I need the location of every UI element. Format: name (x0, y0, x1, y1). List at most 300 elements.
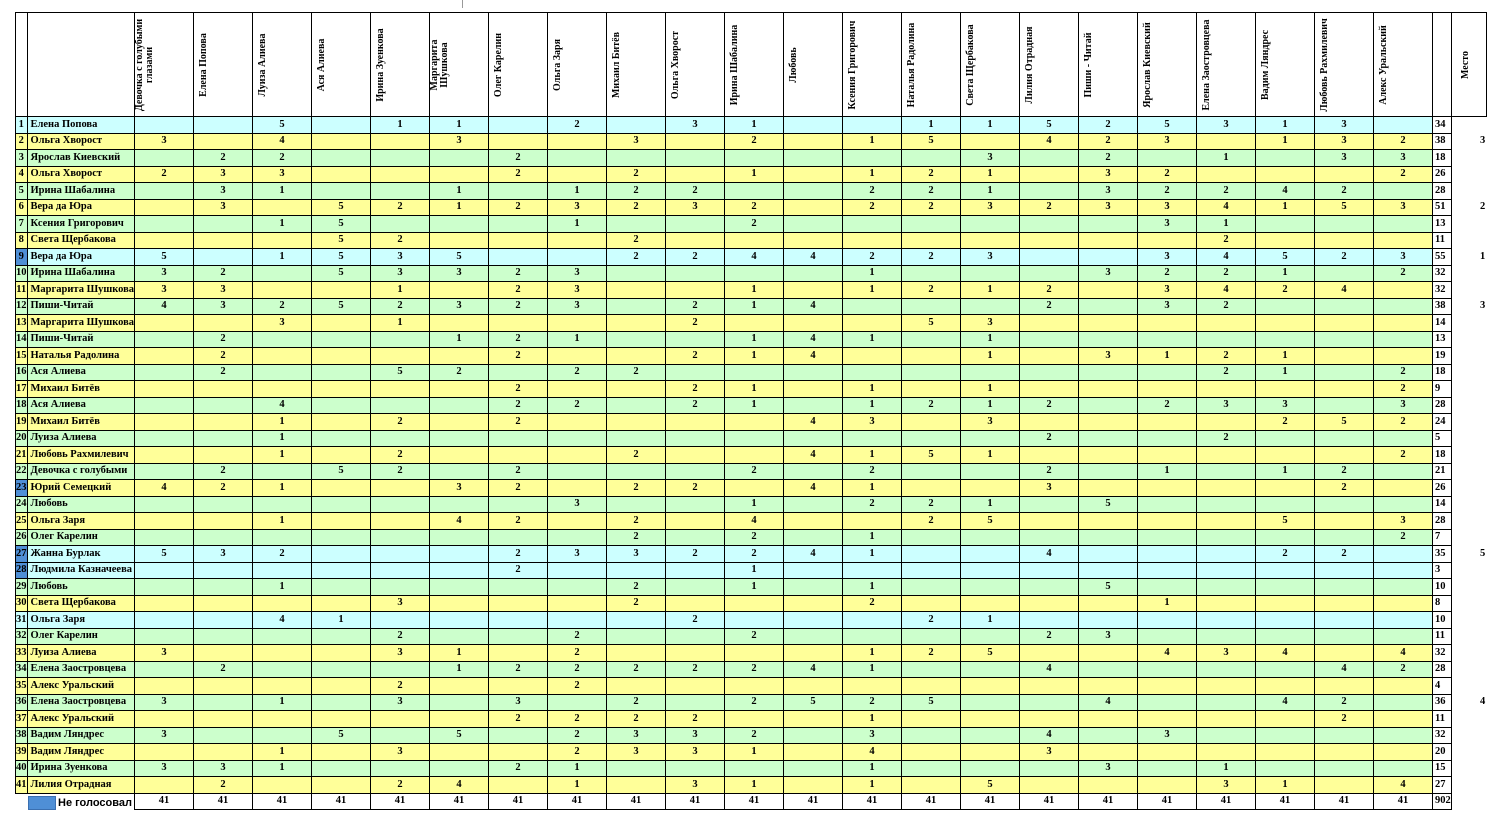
score-cell: 4 (1197, 282, 1256, 299)
score-cell (725, 678, 784, 695)
row-sum: 18 (1433, 447, 1452, 464)
score-cell: 4 (725, 249, 784, 266)
score-cell: 4 (253, 397, 312, 414)
score-cell (1256, 232, 1315, 249)
score-cell (253, 711, 312, 728)
row-number: 4 (16, 166, 28, 183)
row-number: 6 (16, 199, 28, 216)
score-cell (548, 133, 607, 150)
score-cell (1020, 331, 1079, 348)
score-cell (135, 513, 194, 530)
score-cell: 5 (902, 447, 961, 464)
score-cell (194, 595, 253, 612)
score-cell (489, 232, 548, 249)
header-juror-10 (725, 13, 784, 117)
score-cell: 1 (371, 117, 430, 134)
row-name: Ирина Шабалина (27, 183, 135, 200)
score-cell (371, 760, 430, 777)
score-cell: 3 (194, 166, 253, 183)
score-cell: 3 (548, 282, 607, 299)
score-cell: 4 (1197, 249, 1256, 266)
score-cell (253, 727, 312, 744)
score-cell (253, 364, 312, 381)
score-cell (1197, 381, 1256, 398)
score-cell (1138, 661, 1197, 678)
score-cell (253, 678, 312, 695)
score-cell (843, 348, 902, 365)
score-cell (371, 397, 430, 414)
score-cell (1079, 216, 1138, 233)
score-cell (784, 595, 843, 612)
score-cell: 1 (1138, 348, 1197, 365)
score-cell: 4 (843, 744, 902, 761)
score-cell: 3 (1374, 513, 1433, 530)
score-cell (784, 117, 843, 134)
score-cell (1138, 414, 1197, 431)
score-cell (548, 562, 607, 579)
score-cell: 1 (961, 447, 1020, 464)
score-cell (961, 562, 1020, 579)
score-cell (725, 232, 784, 249)
score-cell: 2 (1315, 183, 1374, 200)
score-cell (489, 117, 548, 134)
row-name: Лилия Отрадная (27, 777, 135, 794)
score-cell: 1 (1197, 150, 1256, 167)
row-sum: 13 (1433, 331, 1452, 348)
score-cell: 3 (666, 199, 725, 216)
score-cell (312, 546, 371, 563)
score-cell (607, 117, 666, 134)
header-juror-label: Елена Попова (198, 32, 210, 97)
score-cell: 2 (902, 166, 961, 183)
score-cell (607, 381, 666, 398)
legend-label: Не голосовал (58, 797, 132, 809)
score-cell: 1 (902, 117, 961, 134)
score-cell (371, 150, 430, 167)
score-cell (371, 727, 430, 744)
row-number: 29 (16, 579, 28, 596)
score-cell (784, 727, 843, 744)
score-cell: 5 (253, 117, 312, 134)
score-cell (961, 430, 1020, 447)
score-cell (902, 546, 961, 563)
row-sum: 36 (1433, 694, 1452, 711)
row-place (1451, 579, 1486, 596)
score-cell: 1 (371, 282, 430, 299)
score-cell: 3 (607, 546, 666, 563)
header-juror-21 (1374, 13, 1433, 117)
header-juror-label: Олег Карелин (493, 32, 505, 97)
score-cell (902, 150, 961, 167)
score-cell: 2 (725, 694, 784, 711)
score-cell (548, 513, 607, 530)
score-cell: 2 (725, 199, 784, 216)
table-row (16, 397, 1487, 414)
score-cell: 4 (1138, 645, 1197, 662)
score-cell: 1 (253, 249, 312, 266)
score-cell: 1 (843, 265, 902, 282)
table-row (16, 463, 1487, 480)
score-cell (843, 562, 902, 579)
score-cell: 2 (1256, 414, 1315, 431)
score-cell: 1 (725, 381, 784, 398)
score-cell (548, 447, 607, 464)
score-cell: 2 (607, 480, 666, 497)
score-cell (902, 364, 961, 381)
table-row (16, 249, 1487, 266)
score-cell: 2 (194, 348, 253, 365)
score-cell (135, 414, 194, 431)
score-cell (1138, 315, 1197, 332)
row-place (1451, 331, 1486, 348)
score-cell (1197, 529, 1256, 546)
score-cell: 2 (666, 612, 725, 629)
score-cell (1374, 232, 1433, 249)
score-cell (312, 348, 371, 365)
row-number: 24 (16, 496, 28, 513)
score-cell (784, 645, 843, 662)
score-cell (194, 381, 253, 398)
score-cell (961, 678, 1020, 695)
score-cell (1256, 678, 1315, 695)
score-cell: 1 (253, 744, 312, 761)
score-cell (1138, 694, 1197, 711)
total-cell: 41 (607, 793, 666, 810)
score-cell: 2 (548, 645, 607, 662)
score-cell (253, 232, 312, 249)
score-cell (843, 612, 902, 629)
total-cell: 41 (1315, 793, 1374, 810)
score-cell: 1 (725, 562, 784, 579)
header-juror-label: Луиза Алиева (257, 33, 269, 96)
score-cell (725, 447, 784, 464)
score-cell: 2 (1315, 463, 1374, 480)
score-cell (1374, 315, 1433, 332)
score-cell (961, 216, 1020, 233)
score-cell: 2 (1197, 265, 1256, 282)
row-name: Вадим Ляндрес (27, 727, 135, 744)
score-cell (1256, 216, 1315, 233)
score-cell (1079, 777, 1138, 794)
score-cell (666, 447, 725, 464)
score-cell: 2 (1374, 529, 1433, 546)
row-number: 40 (16, 760, 28, 777)
score-cell (1315, 232, 1374, 249)
score-cell (312, 117, 371, 134)
row-number: 11 (16, 282, 28, 299)
header-juror-label: Ирина Зуенкова (375, 27, 387, 102)
score-cell (1020, 777, 1079, 794)
score-cell: 1 (961, 381, 1020, 398)
total-cell: 41 (784, 793, 843, 810)
row-place (1451, 430, 1486, 447)
row-place: 3 (1451, 298, 1486, 315)
score-cell (194, 232, 253, 249)
score-cell (1079, 430, 1138, 447)
score-cell (607, 612, 666, 629)
score-cell (1020, 348, 1079, 365)
score-cell: 1 (725, 397, 784, 414)
score-cell (1020, 381, 1079, 398)
row-sum: 27 (1433, 777, 1452, 794)
score-cell (1079, 364, 1138, 381)
table-row (16, 364, 1487, 381)
total-cell: 41 (1374, 793, 1433, 810)
score-cell (1374, 348, 1433, 365)
header-juror-label: Ольга Хворост (670, 30, 682, 99)
row-name: Света Щербакова (27, 595, 135, 612)
score-cell: 2 (489, 562, 548, 579)
score-cell: 2 (371, 628, 430, 645)
score-cell (666, 529, 725, 546)
score-cell: 2 (843, 183, 902, 200)
score-cell (1197, 414, 1256, 431)
score-cell (961, 546, 1020, 563)
row-name: Луиза Алиева (27, 430, 135, 447)
row-number: 5 (16, 183, 28, 200)
score-cell: 3 (666, 117, 725, 134)
row-number: 32 (16, 628, 28, 645)
score-cell: 2 (725, 546, 784, 563)
header-place (1451, 13, 1486, 117)
score-cell: 3 (1315, 133, 1374, 150)
row-place: 5 (1451, 546, 1486, 563)
score-cell: 2 (1197, 232, 1256, 249)
score-cell: 2 (548, 744, 607, 761)
score-cell (1138, 579, 1197, 596)
score-cell: 1 (430, 183, 489, 200)
score-cell (548, 414, 607, 431)
score-cell: 3 (371, 744, 430, 761)
score-cell (961, 133, 1020, 150)
score-cell: 2 (1197, 430, 1256, 447)
score-cell: 1 (430, 199, 489, 216)
header-name-blank (27, 13, 135, 117)
score-cell (371, 546, 430, 563)
score-cell: 1 (253, 447, 312, 464)
score-cell: 5 (1079, 579, 1138, 596)
row-name: Ярослав Киевский (27, 150, 135, 167)
score-cell (430, 711, 489, 728)
score-cell: 1 (961, 331, 1020, 348)
score-cell (489, 645, 548, 662)
score-cell (312, 694, 371, 711)
score-cell (1315, 430, 1374, 447)
score-cell: 1 (253, 760, 312, 777)
score-cell: 4 (784, 249, 843, 266)
score-cell: 2 (1197, 183, 1256, 200)
score-cell (312, 397, 371, 414)
score-cell: 3 (548, 546, 607, 563)
score-cell (1315, 298, 1374, 315)
score-cell (1079, 480, 1138, 497)
score-cell (135, 529, 194, 546)
score-cell: 2 (843, 199, 902, 216)
row-number: 21 (16, 447, 28, 464)
row-sum: 24 (1433, 414, 1452, 431)
row-name: Любовь (27, 496, 135, 513)
score-cell: 2 (1079, 150, 1138, 167)
header-juror-17 (1138, 13, 1197, 117)
score-cell: 4 (784, 348, 843, 365)
score-cell (135, 348, 194, 365)
score-cell: 1 (430, 645, 489, 662)
score-cell: 3 (194, 183, 253, 200)
row-name: Ксения Григорович (27, 216, 135, 233)
score-cell (1079, 282, 1138, 299)
score-cell (843, 678, 902, 695)
score-cell: 3 (135, 265, 194, 282)
score-cell (430, 496, 489, 513)
score-cell: 1 (843, 546, 902, 563)
row-sum: 3 (1433, 562, 1452, 579)
score-cell: 3 (371, 249, 430, 266)
score-cell (312, 430, 371, 447)
score-cell (430, 579, 489, 596)
score-cell (666, 645, 725, 662)
score-cell: 4 (1374, 777, 1433, 794)
score-cell: 5 (430, 249, 489, 266)
row-number: 37 (16, 711, 28, 728)
header-juror-3 (312, 13, 371, 117)
score-cell: 3 (371, 645, 430, 662)
score-cell (548, 315, 607, 332)
score-cell (666, 265, 725, 282)
score-cell: 2 (489, 661, 548, 678)
score-cell: 5 (1256, 513, 1315, 530)
score-cell (902, 480, 961, 497)
header-juror-8 (607, 13, 666, 117)
score-cell (784, 397, 843, 414)
score-cell (430, 447, 489, 464)
score-cell (1374, 562, 1433, 579)
score-cell: 3 (666, 777, 725, 794)
score-cell: 3 (194, 760, 253, 777)
score-cell: 2 (1020, 298, 1079, 315)
score-cell (607, 348, 666, 365)
score-cell (1079, 249, 1138, 266)
table-row (16, 133, 1487, 150)
score-cell: 2 (1197, 298, 1256, 315)
score-cell (1079, 727, 1138, 744)
score-cell: 3 (961, 199, 1020, 216)
score-cell (312, 628, 371, 645)
score-cell (1079, 645, 1138, 662)
score-cell (135, 315, 194, 332)
score-cell (135, 777, 194, 794)
score-cell: 2 (1138, 397, 1197, 414)
score-cell: 4 (1256, 645, 1315, 662)
score-cell (1315, 216, 1374, 233)
score-cell (253, 463, 312, 480)
table-row (16, 529, 1487, 546)
score-cell (784, 579, 843, 596)
score-cell (784, 430, 843, 447)
score-cell: 2 (371, 777, 430, 794)
score-cell (725, 414, 784, 431)
header-juror-20 (1315, 13, 1374, 117)
row-sum: 32 (1433, 282, 1452, 299)
score-cell: 2 (725, 661, 784, 678)
score-cell: 2 (489, 199, 548, 216)
score-cell (666, 414, 725, 431)
score-cell: 2 (1197, 364, 1256, 381)
table-row (16, 546, 1487, 563)
score-cell (548, 579, 607, 596)
score-cell (784, 381, 843, 398)
score-cell (1079, 744, 1138, 761)
score-cell (489, 744, 548, 761)
legend (28, 796, 132, 810)
table-row (16, 183, 1487, 200)
score-cell (548, 381, 607, 398)
score-cell (1374, 678, 1433, 695)
score-cell: 3 (135, 133, 194, 150)
score-cell: 3 (666, 727, 725, 744)
score-cell (135, 447, 194, 464)
row-sum: 11 (1433, 628, 1452, 645)
score-cell: 4 (135, 480, 194, 497)
score-cell (607, 645, 666, 662)
score-cell (194, 579, 253, 596)
score-cell: 3 (135, 727, 194, 744)
score-cell: 1 (843, 529, 902, 546)
total-cell: 41 (1020, 793, 1079, 810)
score-cell (489, 133, 548, 150)
score-cell: 2 (607, 595, 666, 612)
table-row (16, 777, 1487, 794)
score-cell (430, 612, 489, 629)
score-cell (784, 744, 843, 761)
row-number: 35 (16, 678, 28, 695)
score-cell (607, 463, 666, 480)
score-cell (1197, 562, 1256, 579)
score-cell (253, 348, 312, 365)
score-cell (1374, 282, 1433, 299)
score-cell (430, 282, 489, 299)
score-cell (253, 381, 312, 398)
score-cell: 3 (135, 694, 194, 711)
score-cell: 4 (430, 777, 489, 794)
row-number: 1 (16, 117, 28, 134)
score-cell (430, 315, 489, 332)
row-place (1451, 612, 1486, 629)
header-juror-label: Ольга Заря (552, 38, 564, 91)
score-cell: 3 (430, 480, 489, 497)
row-place (1451, 282, 1486, 299)
row-number: 39 (16, 744, 28, 761)
score-cell: 1 (843, 661, 902, 678)
score-cell: 4 (784, 447, 843, 464)
score-cell: 2 (725, 463, 784, 480)
score-cell: 3 (1138, 199, 1197, 216)
score-cell: 2 (607, 232, 666, 249)
score-cell: 1 (843, 711, 902, 728)
score-cell (1315, 513, 1374, 530)
score-cell: 2 (135, 166, 194, 183)
score-cell: 2 (489, 546, 548, 563)
score-cell: 2 (489, 166, 548, 183)
row-place (1451, 496, 1486, 513)
row-number: 25 (16, 513, 28, 530)
score-cell (548, 166, 607, 183)
score-cell (843, 117, 902, 134)
score-cell (666, 216, 725, 233)
score-cell: 2 (666, 546, 725, 563)
score-cell: 3 (843, 414, 902, 431)
score-cell: 3 (1315, 117, 1374, 134)
score-cell (1197, 628, 1256, 645)
